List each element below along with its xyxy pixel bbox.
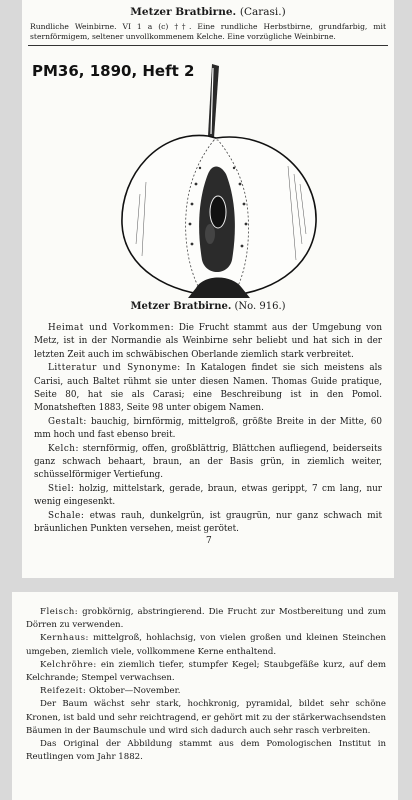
paragraph-text: Das Original der Abbildung stammt aus dem Pomologischen Institut in Reutlingen vom Jahr 1882. xyxy=(26,739,386,763)
scanned-page-top xyxy=(22,0,394,578)
caption-number: (No. 916.) xyxy=(234,301,286,312)
paragraph-label: Kernhaus: xyxy=(40,633,89,644)
pear-cross-section-illustration xyxy=(100,64,340,300)
paragraph-text: Der Baum wächst sehr stark, hochkronig, pyramidal, bildet sehr schöne Kronen, ist bald und sehr reichtragend, er gehört mit zu der stärkerwachsendsten Bäumen in der Baumschule und wird sich dadurch auch sehr rasch verbreiten. xyxy=(26,699,386,736)
paragraph-calyx xyxy=(34,443,382,483)
paragraph-label: Fleisch: xyxy=(40,607,79,617)
paragraph-label: Stiel: xyxy=(48,483,75,494)
paragraph-text: mittelgroß, hohlachsig, von vielen großen und kleinen Steinchen umgeben, ziemlich viele, vollkommene Kerne enthaltend. xyxy=(26,633,386,657)
header-rule xyxy=(28,45,388,46)
paragraph-label: Litteratur und Synonyme: xyxy=(48,363,181,374)
paragraph-text: sternförmig, offen, großblättrig, Blättchen aufliegend, beiderseits ganz schwach behaart, braun, an der Basis grün, in ziemlich weiter, schüsselförmiger Vertiefung. xyxy=(34,443,382,481)
paragraph-stalk xyxy=(34,483,382,510)
paragraph-literature xyxy=(34,362,382,416)
paragraph-text: In Katalogen findet sie sich meistens als Carisi, auch Baltet rühmt sie unter diesen Namen. Thomas Guide pratique, Seite 80, hat sie als Carasi; eine Beschreibung ist in den Pomol. Monatsheften 1883, Seite 98 unter obigem Namen. xyxy=(34,363,382,414)
paragraph-label: Kelch: xyxy=(48,443,79,454)
page-title xyxy=(22,6,394,18)
figure-caption xyxy=(22,301,394,312)
paragraph-ripening xyxy=(26,685,386,698)
paragraph-text: etwas rauh, dunkelgrün, ist graugrün, nur ganz schwach mit bräunlichen Punkten versehen, meist gerötet. xyxy=(34,510,382,535)
paragraph-skin xyxy=(34,510,382,537)
continued-description-text xyxy=(26,606,386,764)
page-number: 7 xyxy=(206,536,212,546)
scanned-page-bottom xyxy=(12,592,398,800)
paragraph-origin-note xyxy=(26,738,386,764)
paragraph-text: bauchig, birnförmig, mittelgroß, größte Breite in der Mitte, 60 mm hoch und fast ebenso breit. xyxy=(34,416,382,441)
source-badge: PM36, 1890, Heft 2 xyxy=(32,62,195,80)
paragraph-tree xyxy=(26,698,386,738)
paragraph-label: Heimat und Vorkommen: xyxy=(48,323,175,333)
paragraph-label: Schale: xyxy=(48,510,85,521)
caption-name: Metzer Bratbirne. xyxy=(130,301,232,312)
paragraph-text: grobkörnig, abstringierend. Die Frucht zur Mostbereitung und zum Dörren zu verwenden. xyxy=(26,607,386,631)
paragraph-text: Die Frucht stammt aus der Umgebung von Metz, ist in der Normandie als Weinbirne sehr beliebt und hat sich in der letzten Zeit auch im schwäbischen Oberlande ziemlich stark verbreitet. xyxy=(34,323,382,360)
title-name: Metzer Bratbirne. xyxy=(130,6,237,18)
paragraph-core xyxy=(26,632,386,658)
paragraph-text: ein ziemlich tiefer, stumpfer Kegel; Staubgefäße kurz, auf dem Kelchrande; Stempel verwachsen. xyxy=(26,659,386,684)
paragraph-origin xyxy=(34,322,382,362)
title-synonym: (Carasi.) xyxy=(239,6,286,18)
description-text xyxy=(34,322,382,537)
paragraph-flesh xyxy=(26,606,386,632)
paragraph-text: holzig, mittelstark, gerade, braun, etwas gerippt, 7 cm lang, nur wenig eingesenkt. xyxy=(34,483,382,508)
paragraph-shape xyxy=(34,416,382,443)
paragraph-calyx-tube xyxy=(26,659,386,685)
paragraph-text: Oktober—November. xyxy=(86,686,181,697)
paragraph-label: Reifezeit: xyxy=(40,686,87,697)
header-description: Rundliche Weinbirne. VI 1 a (c) ††. Eine rundliche Herbstbirne, grundfarbig, mit sternförmigem, seltener unvollkommenem Kelche. Eine vorzügliche Weinbirne. xyxy=(30,22,386,41)
paragraph-label: Gestalt: xyxy=(48,416,87,427)
paragraph-label: Kelchröhre: xyxy=(40,659,97,670)
